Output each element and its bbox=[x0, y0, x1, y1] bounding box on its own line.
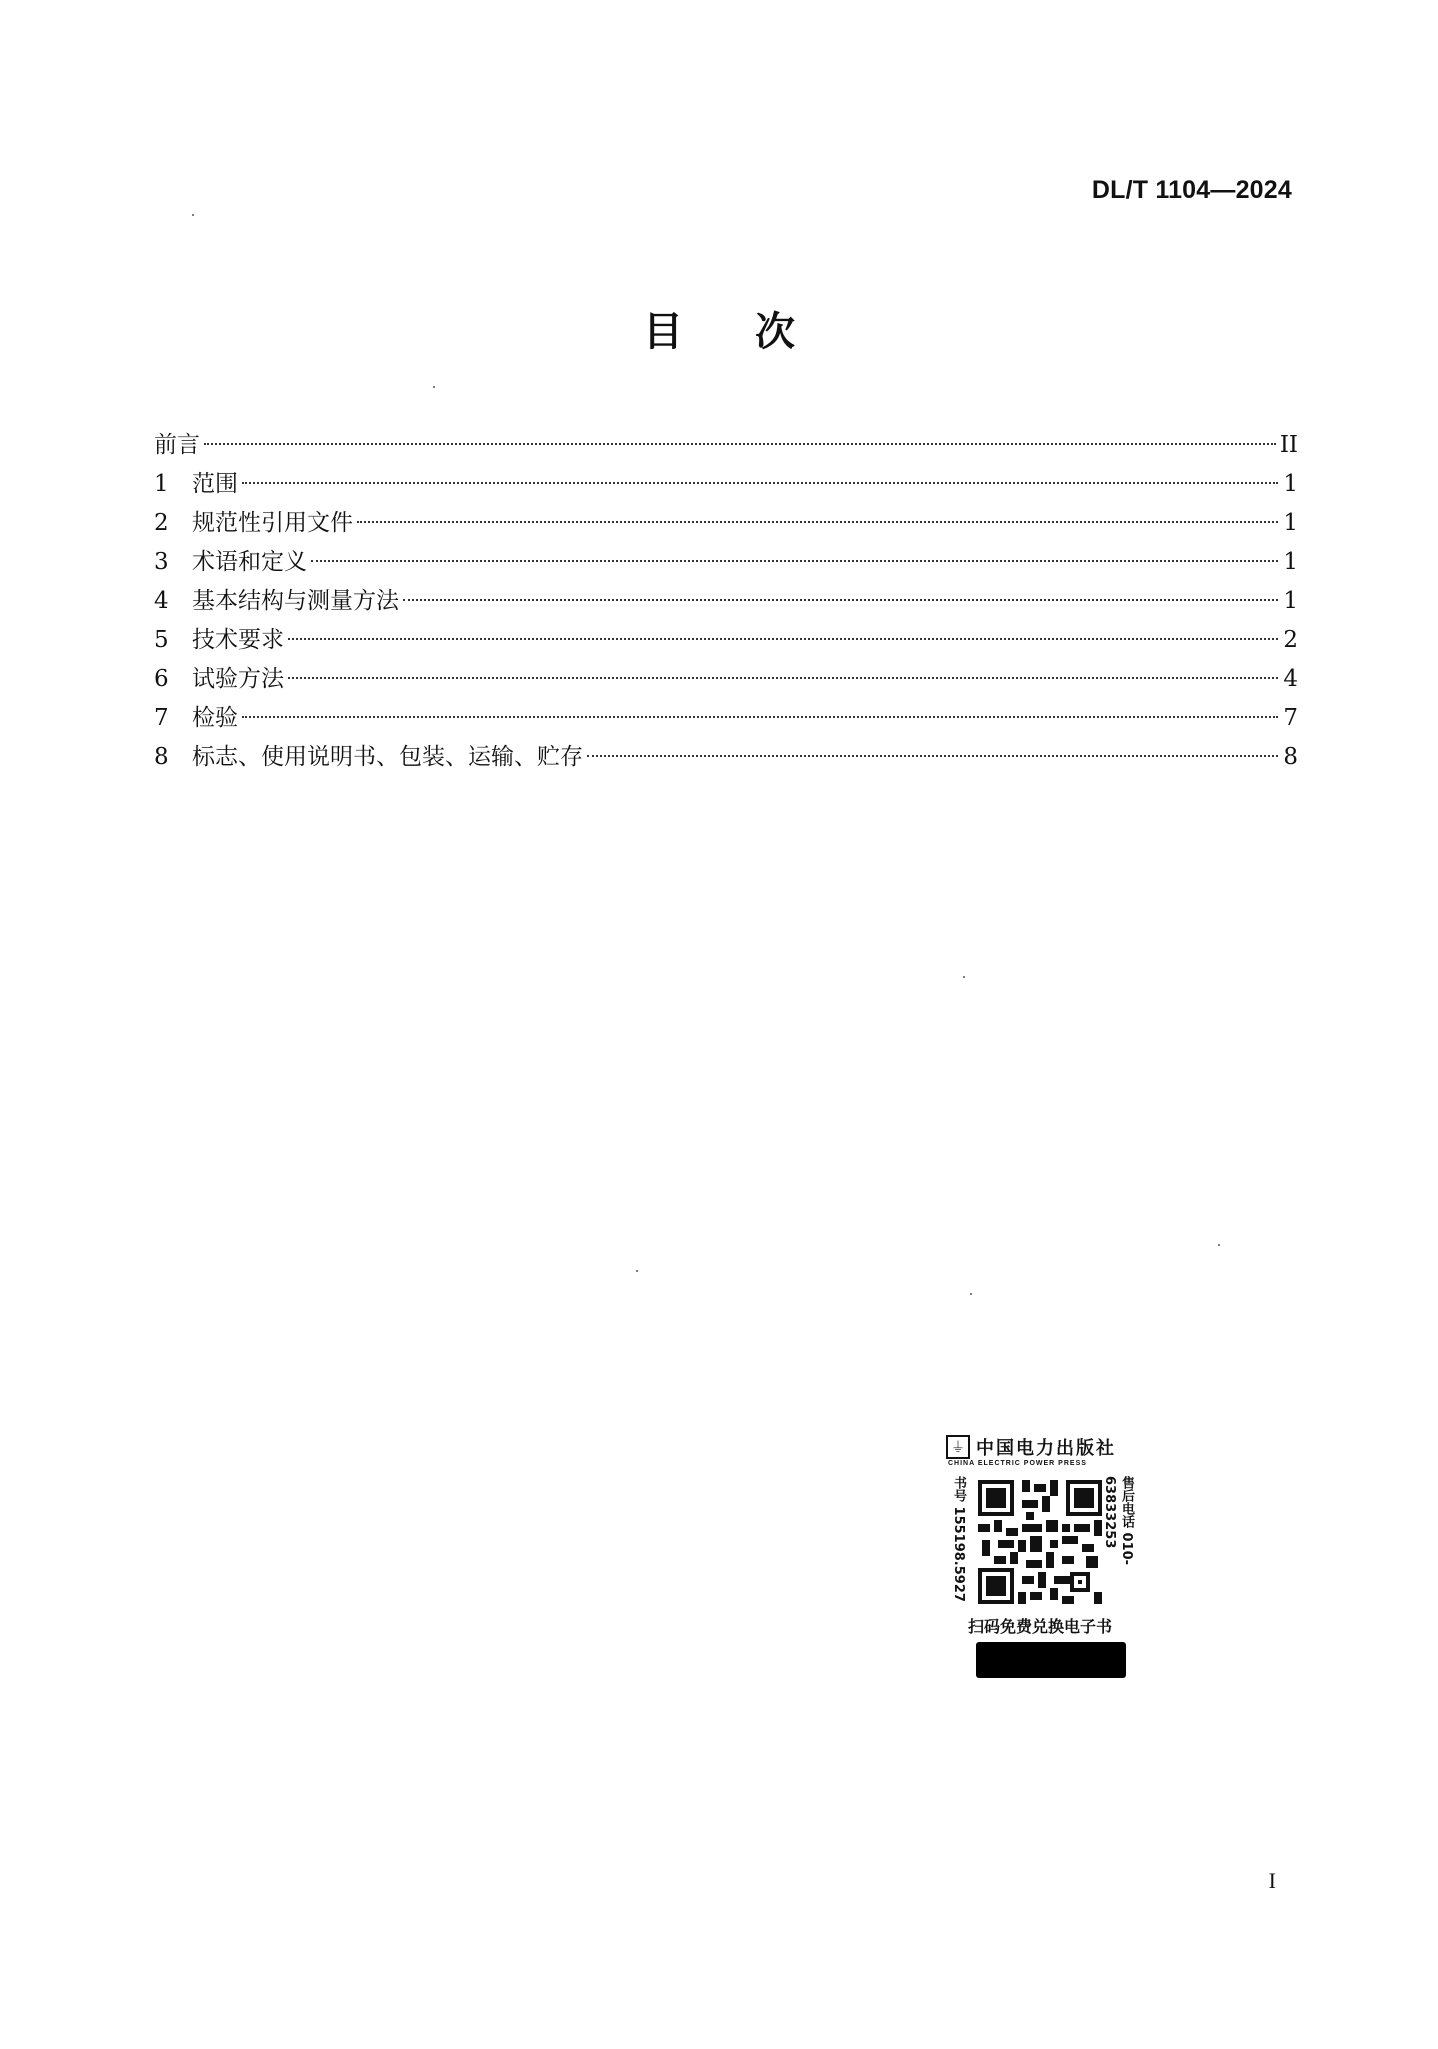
toc-entry-number: 1 bbox=[154, 471, 169, 497]
toc-dot-leader bbox=[403, 599, 1278, 601]
toc-entry-label: 范围 bbox=[192, 471, 238, 497]
toc-entry-label: 试验方法 bbox=[192, 666, 284, 692]
toc-dot-leader bbox=[288, 677, 1278, 679]
toc-entry-number: 7 bbox=[154, 705, 169, 731]
toc-entry-page: 1 bbox=[1283, 471, 1298, 497]
toc-entry[interactable] bbox=[154, 660, 1298, 699]
scan-speck bbox=[636, 1270, 638, 1272]
toc-entry[interactable] bbox=[154, 504, 1298, 543]
toc-dot-leader bbox=[587, 755, 1278, 757]
publisher-english-name: CHINA ELECTRIC POWER PRESS bbox=[948, 1460, 1087, 1467]
page-number: I bbox=[1268, 1868, 1276, 1893]
toc-entry[interactable] bbox=[154, 699, 1298, 738]
qr-code[interactable] bbox=[974, 1476, 1106, 1608]
scan-speck bbox=[1218, 1244, 1220, 1246]
toc-entry-number: 2 bbox=[154, 510, 169, 536]
toc-entry-number: 6 bbox=[154, 666, 169, 692]
publisher-name: 中国电力出版社 bbox=[976, 1438, 1116, 1459]
scan-speck bbox=[192, 214, 194, 216]
toc-entry-page: 4 bbox=[1283, 666, 1298, 692]
toc-dot-leader bbox=[288, 638, 1278, 640]
toc-dot-leader bbox=[242, 716, 1278, 718]
scan-speck bbox=[963, 976, 965, 978]
toc-entry-label: 前言 bbox=[154, 432, 200, 458]
standard-code: DL/T 1104—2024 bbox=[1091, 176, 1292, 204]
toc-entry-label: 基本结构与测量方法 bbox=[192, 588, 399, 614]
toc-entry-label: 规范性引用文件 bbox=[192, 510, 353, 536]
toc-entry-number: 8 bbox=[154, 744, 169, 770]
toc-entry[interactable] bbox=[154, 621, 1298, 660]
toc-entry[interactable] bbox=[154, 465, 1298, 504]
toc-entry[interactable] bbox=[154, 543, 1298, 582]
toc-entry-number: 4 bbox=[154, 588, 169, 614]
table-of-contents bbox=[154, 426, 1298, 777]
toc-dot-leader bbox=[242, 482, 1278, 484]
redacted-code-box bbox=[976, 1642, 1126, 1678]
toc-entry-page: 7 bbox=[1283, 705, 1298, 731]
toc-entry-page: II bbox=[1279, 432, 1298, 458]
toc-entry-page: 1 bbox=[1283, 510, 1298, 536]
toc-entry-label: 技术要求 bbox=[192, 627, 284, 653]
toc-dot-leader bbox=[311, 560, 1278, 562]
scan-speck bbox=[970, 1293, 972, 1295]
book-number: 书号 155198.5927 bbox=[951, 1476, 966, 1602]
toc-entry[interactable] bbox=[154, 738, 1298, 777]
toc-entry-label: 检验 bbox=[192, 705, 238, 731]
publisher-logo-icon: ⏚ bbox=[946, 1435, 970, 1459]
toc-entry-page: 1 bbox=[1283, 549, 1298, 575]
publisher-header bbox=[946, 1432, 1136, 1462]
toc-dot-leader bbox=[204, 443, 1276, 445]
toc-entry-page: 8 bbox=[1283, 744, 1298, 770]
publisher-qr-label bbox=[940, 1432, 1140, 1712]
toc-entry-label: 术语和定义 bbox=[192, 549, 307, 575]
toc-dot-leader bbox=[357, 521, 1278, 523]
toc-entry-page: 2 bbox=[1283, 627, 1298, 653]
toc-entry-number: 5 bbox=[154, 627, 169, 653]
toc-entry[interactable] bbox=[154, 426, 1298, 465]
toc-entry-label: 标志、使用说明书、包装、运输、贮存 bbox=[192, 744, 583, 770]
service-phone: 售后电话 010-63833253 bbox=[1102, 1476, 1134, 1566]
toc-title: 目次 bbox=[643, 309, 867, 355]
scan-caption: 扫码免费兑换电子书 bbox=[967, 1617, 1112, 1636]
toc-entry[interactable] bbox=[154, 582, 1298, 621]
toc-entry-number: 3 bbox=[154, 549, 169, 575]
toc-entry-page: 1 bbox=[1283, 588, 1298, 614]
scan-speck bbox=[433, 386, 435, 388]
